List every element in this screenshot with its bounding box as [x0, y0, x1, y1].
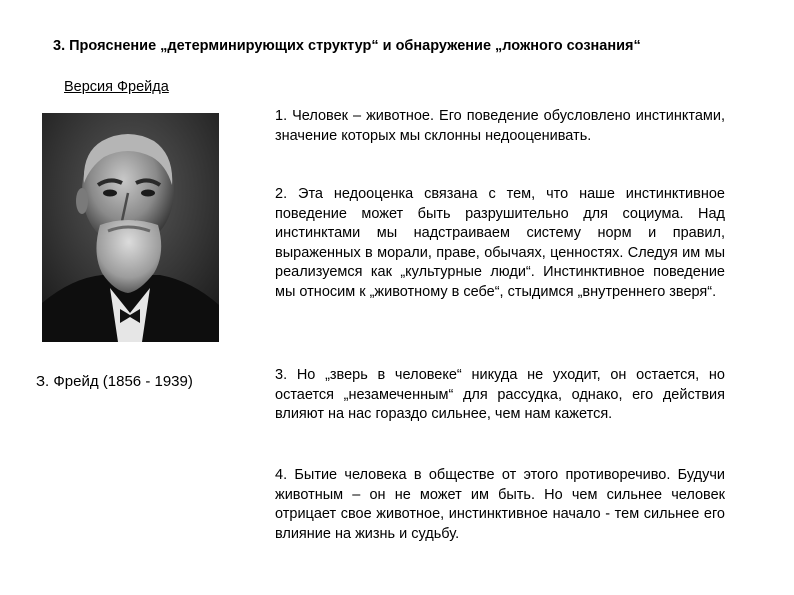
portrait-image [42, 113, 219, 342]
paragraph-2: 2. Эта недооценка связана с тем, что наше инстинктивное поведение может быть разрушительно для социума. Над инстинктами мы надстраиваем систему норм и правил, выраженных в морали, праве, обычаях, ценностях. Следуя им мы реализуемся как „культурные люди“. Инстинктивное поведение мы относим к „животному в себе“, стыдимся „внутреннего зверя“. [275, 186, 725, 300]
slide-title: 3. Прояснение „детерминирующих структур“ и обнаружение „ложного сознания“ [53, 38, 641, 54]
paragraph-3: 3. Но „зверь в человеке“ никуда не уходит, он остается, но остается „незамеченным“ для рассудка, однако, его действия влияют на нас гораздо сильнее, чем нам кажется. [275, 367, 725, 423]
slide-subtitle: Версия Фрейда [64, 79, 169, 95]
portrait-caption: З. Фрейд (1856 - 1939) [36, 373, 193, 390]
freud-portrait [42, 113, 219, 342]
paragraph-1: 1. Человек – животное. Его поведение обусловлено инстинктами, значение которых мы склонны недооценивать. [275, 108, 725, 144]
paragraph-4: 4. Бытие человека в обществе от этого противоречиво. Будучи животным – он не может им быть. Но чем сильнее человек отрицает свое животное, инстинктивное начало - тем сильнее его влияние на жизнь и судьбу. [275, 467, 725, 542]
